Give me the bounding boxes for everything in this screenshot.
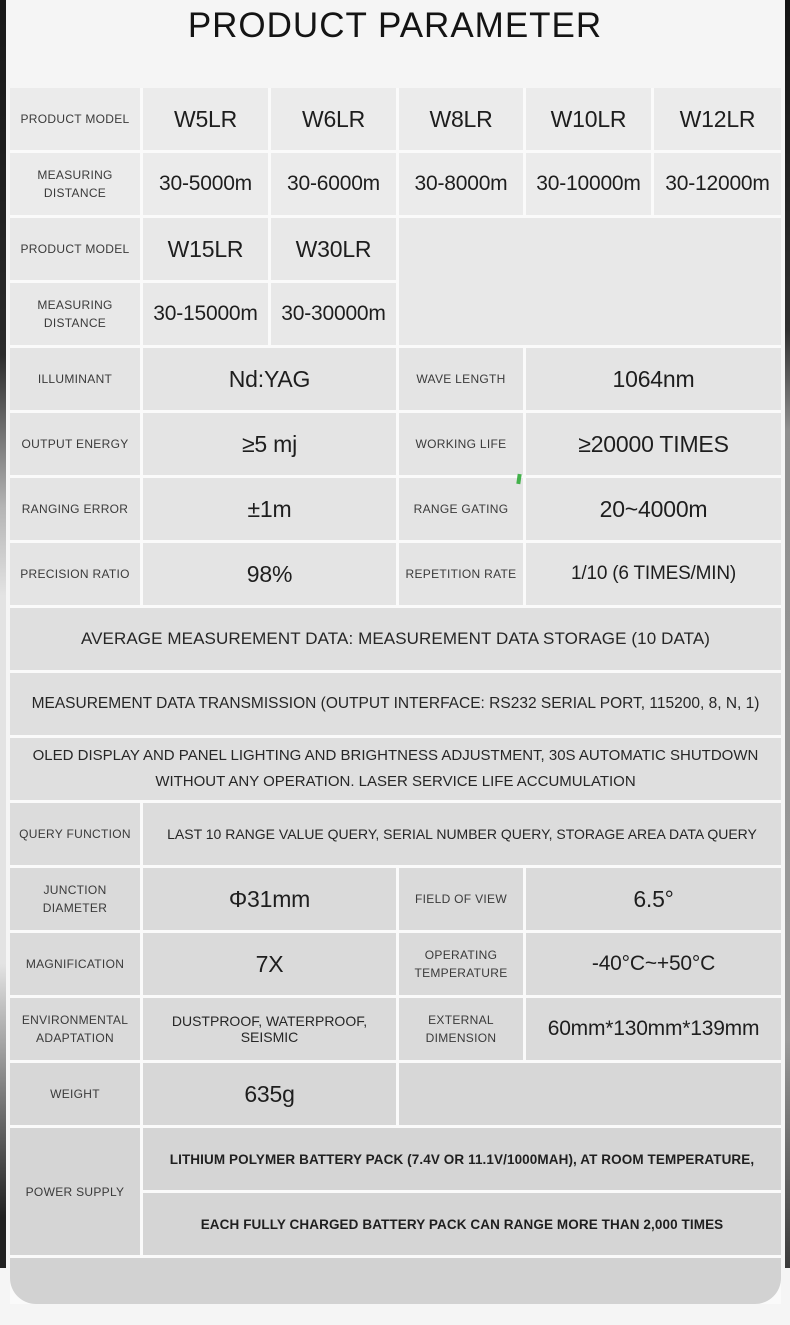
cell-illuminant: Nd:YAG bbox=[143, 348, 396, 410]
cell-distance-w15lr: 30-15000m bbox=[143, 283, 268, 345]
label-product-model-1: PRODUCT MODEL bbox=[10, 88, 140, 150]
cell-model-w10lr: W10LR bbox=[526, 88, 651, 150]
cell-external-dimension: 60mm*130mm*139mm bbox=[526, 998, 781, 1060]
cell-distance-w12lr: 30-12000m bbox=[654, 153, 781, 215]
label-operating-temperature: OPERATING TEMPERATURE bbox=[399, 933, 523, 995]
query-band bbox=[10, 803, 781, 865]
model-row-band-2 bbox=[10, 218, 781, 345]
cell-model-w15lr: W15LR bbox=[143, 218, 268, 280]
label-range-gating: RANGE GATING bbox=[399, 478, 523, 540]
header bbox=[0, 0, 790, 88]
cell-magnification: 7X bbox=[143, 933, 396, 995]
cell-junction-diameter: Φ31mm bbox=[143, 868, 396, 930]
page-title: PRODUCT PARAMETER bbox=[187, 6, 603, 45]
label-working-life: WORKING LIFE bbox=[399, 413, 523, 475]
cell-precision-ratio: 98% bbox=[143, 543, 396, 605]
label-repetition-rate: REPETITION RATE bbox=[399, 543, 523, 605]
page-edge-left bbox=[0, 0, 6, 1268]
cell-model-w5lr: W5LR bbox=[143, 88, 268, 150]
cell-oled-display bbox=[10, 738, 781, 800]
label-junction-diameter: JUNCTION DIAMETER bbox=[10, 868, 140, 930]
oled-line-2: WITHOUT ANY OPERATION. LASER SERVICE LIFE ACCUMULATION bbox=[155, 773, 636, 790]
cell-ranging-error: ±1m bbox=[143, 478, 396, 540]
spec-pair-band-2 bbox=[10, 868, 781, 1060]
cell-model-w12lr: W12LR bbox=[654, 88, 781, 150]
label-field-of-view: FIELD OF VIEW bbox=[399, 868, 523, 930]
cell-repetition-rate: 1/10 (6 TIMES/MIN) bbox=[526, 543, 781, 605]
cell-model-w30lr: W30LR bbox=[271, 218, 396, 280]
panel-bottom-rounded bbox=[10, 1258, 781, 1304]
label-measuring-distance-2: MEASURING DISTANCE bbox=[10, 283, 140, 345]
cell-battery-line-1: LITHIUM POLYMER BATTERY PACK (7.4V OR 11.1V/1000MAH), AT ROOM TEMPERATURE, bbox=[143, 1128, 781, 1190]
cell-range-gating: 20~4000m bbox=[526, 478, 781, 540]
model-row-band-1 bbox=[10, 88, 781, 215]
label-query-function: QUERY FUNCTION bbox=[10, 803, 140, 865]
label-magnification: MAGNIFICATION bbox=[10, 933, 140, 995]
cell-distance-w5lr: 30-5000m bbox=[143, 153, 268, 215]
cell-distance-w30lr: 30-30000m bbox=[271, 283, 396, 345]
label-precision-ratio: PRECISION RATIO bbox=[10, 543, 140, 605]
weight-band bbox=[10, 1063, 781, 1125]
cell-wave-length: 1064nm bbox=[526, 348, 781, 410]
cell-distance-w8lr: 30-8000m bbox=[399, 153, 523, 215]
oled-line-1: OLED DISPLAY AND PANEL LIGHTING AND BRIGHTNESS ADJUSTMENT, 30S AUTOMATIC SHUTDOWN bbox=[32, 746, 759, 764]
power-supply-band bbox=[10, 1128, 781, 1255]
label-power-supply: POWER SUPPLY bbox=[10, 1128, 140, 1255]
spec-table bbox=[10, 88, 781, 1304]
cell-working-life: ≥20000 TIMES bbox=[526, 413, 781, 475]
cell-output-energy: ≥5 mj bbox=[143, 413, 396, 475]
cell-weight: 635g bbox=[143, 1063, 396, 1125]
cell-empty-merged bbox=[399, 218, 781, 345]
cell-query-function: LAST 10 RANGE VALUE QUERY, SERIAL NUMBER QUERY, STORAGE AREA DATA QUERY bbox=[143, 803, 781, 865]
cell-battery-line-2: EACH FULLY CHARGED BATTERY PACK CAN RANGE MORE THAN 2,000 TIMES bbox=[143, 1193, 781, 1255]
label-illuminant: ILLUMINANT bbox=[10, 348, 140, 410]
label-environmental-adaptation: ENVIRONMENTAL ADAPTATION bbox=[10, 998, 140, 1060]
label-weight: WEIGHT bbox=[10, 1063, 140, 1125]
spec-pair-band-1 bbox=[10, 348, 781, 605]
cell-average-measurement: AVERAGE MEASUREMENT DATA: MEASUREMENT DATA STORAGE (10 DATA) bbox=[10, 608, 781, 670]
full-width-band bbox=[10, 608, 781, 800]
cell-model-w6lr: W6LR bbox=[271, 88, 396, 150]
cell-field-of-view: 6.5° bbox=[526, 868, 781, 930]
cell-empty-weight-row bbox=[399, 1063, 781, 1125]
label-product-model-2: PRODUCT MODEL bbox=[10, 218, 140, 280]
cell-operating-temperature: -40°C~+50°C bbox=[526, 933, 781, 995]
cell-distance-w10lr: 30-10000m bbox=[526, 153, 651, 215]
cell-distance-w6lr: 30-6000m bbox=[271, 153, 396, 215]
label-output-energy: OUTPUT ENERGY bbox=[10, 413, 140, 475]
cell-model-w8lr: W8LR bbox=[399, 88, 523, 150]
cell-data-transmission: MEASUREMENT DATA TRANSMISSION (OUTPUT INTERFACE: RS232 SERIAL PORT, 115200, 8, N, 1) bbox=[10, 673, 781, 735]
label-measuring-distance-1: MEASURING DISTANCE bbox=[10, 153, 140, 215]
label-external-dimension: EXTERNAL DIMENSION bbox=[399, 998, 523, 1060]
cell-environmental-adaptation: DUSTPROOF, WATERPROOF, SEISMIC bbox=[143, 998, 396, 1060]
page-edge-right bbox=[785, 0, 790, 1268]
label-ranging-error: RANGING ERROR bbox=[10, 478, 140, 540]
label-wave-length: WAVE LENGTH bbox=[399, 348, 523, 410]
